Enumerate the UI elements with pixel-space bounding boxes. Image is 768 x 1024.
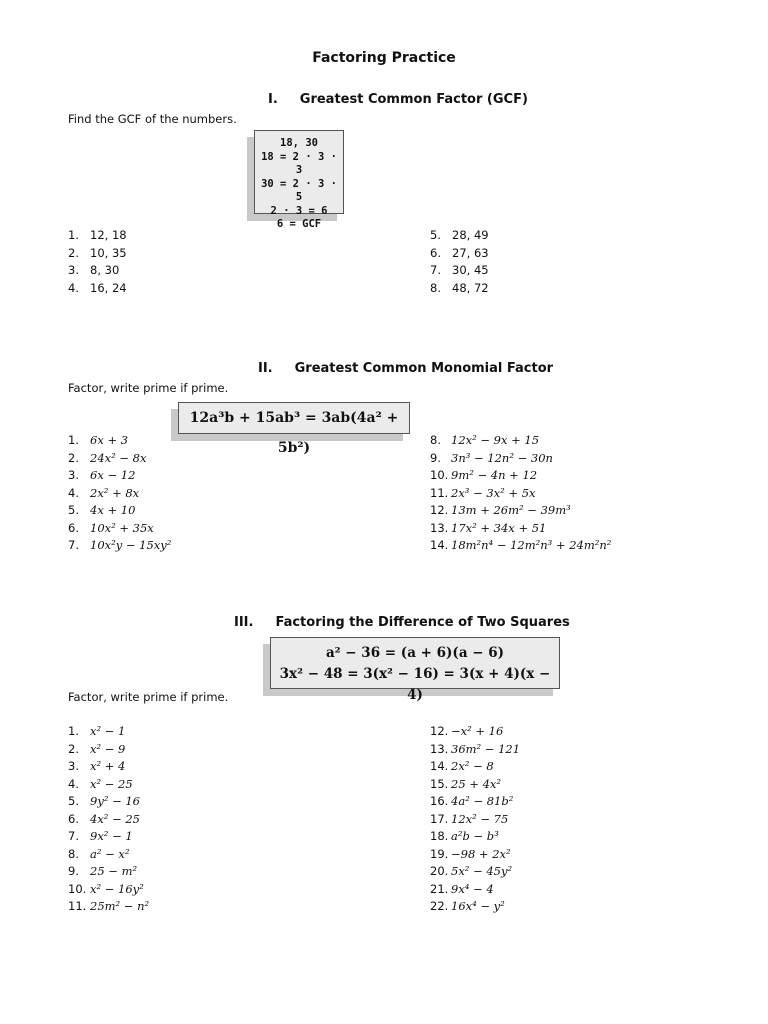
problem-expression: 4x² − 25 [90,811,140,826]
problem-item [430,432,611,450]
problem-item [430,741,520,759]
section1-left-list [68,227,127,297]
problem-item [68,485,171,503]
problem-number: 7. [430,263,441,277]
problem-item [430,450,611,468]
problem-item [430,863,520,881]
problem-expression: a²b − b³ [451,829,499,843]
problem-number: 20. [430,864,449,878]
problem-item [68,245,127,263]
problem-item [430,898,520,916]
problem-number: 9. [68,864,79,878]
problem-expression: 8, 30 [90,263,120,277]
problem-expression: x² + 4 [90,759,126,773]
problem-number: 17. [430,811,449,826]
example-line: a² − 36 = (a + 6)(a − 6) [325,645,505,661]
problem-item [68,502,171,520]
problem-item [68,758,149,776]
problem-expression: x² − 9 [90,741,126,756]
problem-number: 3. [68,263,79,277]
problem-item [430,537,611,555]
problem-expression: 12, 18 [90,228,127,242]
problem-item [430,793,520,811]
problem-item [68,846,149,864]
problem-number: 3. [68,468,79,482]
problem-item [68,898,149,916]
problem-number: 4. [68,485,79,500]
problem-expression: 17x² + 34x + 51 [451,520,547,535]
problem-number: 7. [68,538,79,552]
example-line: 18, 30 [280,137,318,149]
problem-number: 10. [68,881,87,896]
section3-right-list [430,723,520,916]
section2-left-list [68,432,171,555]
problem-expression: 25m² − n² [90,899,150,913]
example-line: 18 = 2 · 3 · 3 [261,150,337,176]
section2-title: Greatest Common Monomial Factor [294,361,554,376]
problem-item [430,227,489,245]
problem-expression: a² − x² [90,846,130,861]
problem-item [68,793,149,811]
problem-item [68,467,171,485]
problem-item [68,828,149,846]
problem-number: 13. [430,520,449,535]
section1-numeral: I. [268,92,278,107]
problem-expression: 9y² − 16 [90,794,141,808]
problem-expression: 30, 45 [452,263,489,277]
problem-expression: 5x² − 45y² [451,864,513,878]
problem-number: 12. [430,503,449,517]
problem-item [68,776,149,794]
problem-expression: 36m² − 121 [451,741,521,756]
problem-expression: 10x²y − 15xy² [90,538,172,552]
problem-number: 8. [430,433,441,447]
example-line: 6 = GCF [276,218,322,230]
problem-number: 4. [68,280,79,295]
problem-expression: 12x² − 75 [451,811,509,826]
problem-number: 3. [68,759,79,773]
problem-item [68,432,171,450]
problem-expression: 13m + 26m² − 39m³ [451,503,571,517]
problem-number: 22. [430,899,449,913]
section3-left-list [68,723,149,916]
problem-number: 2. [68,741,79,756]
problem-expression: −98 + 2x² [451,846,511,861]
problem-expression: x² − 16y² [90,881,144,896]
section3-heading [234,615,570,630]
problem-expression: 9m² − 4n + 12 [451,468,538,482]
problem-number: 5. [68,503,79,517]
problem-number: 16. [430,794,449,808]
problem-item [68,520,171,538]
problem-expression: 2x² + 8x [90,485,140,500]
problem-expression: 48, 72 [452,280,489,295]
problem-number: 8. [430,280,441,295]
problem-expression: 25 − m² [90,864,138,878]
problem-number: 6. [68,811,79,826]
section1-heading [268,92,528,107]
problem-expression: 12x² − 9x + 15 [451,433,540,447]
problem-item [430,846,520,864]
problem-number: 2. [68,450,79,465]
problem-number: 6. [68,520,79,535]
problem-number: 11. [68,899,87,913]
problem-expression: 2x³ − 3x² + 5x [451,485,536,500]
problem-item [430,881,520,899]
section3-instruction: Factor, write prime if prime. [68,690,229,704]
problem-number: 15. [430,776,449,791]
problem-number: 6. [430,245,441,260]
problem-number: 1. [68,228,79,242]
problem-number: 1. [68,433,79,447]
problem-item [430,485,611,503]
problem-expression: 10x² + 35x [90,520,154,535]
problem-number: 5. [430,228,441,242]
problem-item [430,280,489,298]
problem-expression: 27, 63 [452,245,489,260]
problem-item [430,262,489,280]
example-line: 2 · 3 = 6 [270,204,328,217]
problem-item [68,881,149,899]
section3-title: Factoring the Difference of Two Squares [275,615,570,630]
problem-expression: 4a² − 81b² [451,794,514,808]
problem-expression: 2x² − 8 [451,759,494,773]
problem-number: 5. [68,794,79,808]
problem-expression: x² − 25 [90,776,133,791]
problem-item [68,227,127,245]
problem-item [68,450,171,468]
section1-right-list [430,227,489,297]
problem-item [68,863,149,881]
squares-example-box [270,637,560,703]
problem-expression: 6x − 12 [90,468,136,482]
section1-instruction: Find the GCF of the numbers. [68,112,237,126]
problem-expression: 10, 35 [90,245,127,260]
page-title: Factoring Practice [312,50,456,66]
section2-heading [258,361,553,376]
problem-number: 4. [68,776,79,791]
gcmf-example-box: 12a³b + 15ab³ = 3ab(4a² + 5b²) [178,402,410,434]
problem-expression: 9x⁴ − 4 [451,881,494,896]
problem-number: 14. [430,538,449,552]
problem-item [430,758,520,776]
problem-expression: 4x + 10 [90,503,136,517]
problem-number: 2. [68,245,79,260]
problem-number: 7. [68,829,79,843]
problem-item [430,467,611,485]
problem-item [430,245,489,263]
problem-expression: x² − 1 [90,724,126,738]
problem-item [68,741,149,759]
gcf-example-box [254,130,344,230]
problem-number: 9. [430,450,441,465]
example-line: 3x² − 48 = 3(x² − 16) = 3(x + 4)(x − 4) [279,666,551,703]
problem-item [430,828,520,846]
example-line: 30 = 2 · 3 · 5 [261,177,337,203]
problem-number: 14. [430,759,449,773]
section3-numeral: III. [234,615,254,630]
problem-number: 18. [430,829,449,843]
problem-item [68,811,149,829]
problem-expression: 18m²n⁴ − 12m²n³ + 24m²n² [451,538,612,552]
problem-expression: 6x + 3 [90,433,129,447]
problem-expression: 25 + 4x² [451,776,501,791]
problem-item [68,262,127,280]
problem-item [68,537,171,555]
section1-title: Greatest Common Factor (GCF) [299,92,528,107]
section2-instruction: Factor, write prime if prime. [68,381,229,395]
problem-number: 12. [430,724,449,738]
problem-expression: 28, 49 [452,228,489,242]
problem-item [68,280,127,298]
problem-expression: 16, 24 [90,280,127,295]
problem-expression: −x² + 16 [451,724,504,738]
problem-number: 19. [430,846,449,861]
problem-number: 21. [430,881,449,896]
problem-expression: 24x² − 8x [90,450,147,465]
problem-number: 11. [430,485,449,500]
problem-item [430,520,611,538]
problem-number: 13. [430,741,449,756]
problem-expression: 16x⁴ − y² [451,899,505,913]
problem-item [430,776,520,794]
problem-item [430,811,520,829]
problem-number: 10. [430,468,449,482]
problem-item [68,723,149,741]
section2-right-list [430,432,611,555]
problem-number: 1. [68,724,79,738]
problem-item [430,723,520,741]
section2-numeral: II. [258,361,273,376]
problem-number: 8. [68,846,79,861]
problem-expression: 9x² − 1 [90,829,133,843]
problem-item [430,502,611,520]
problem-expression: 3n³ − 12n² − 30n [451,450,553,465]
